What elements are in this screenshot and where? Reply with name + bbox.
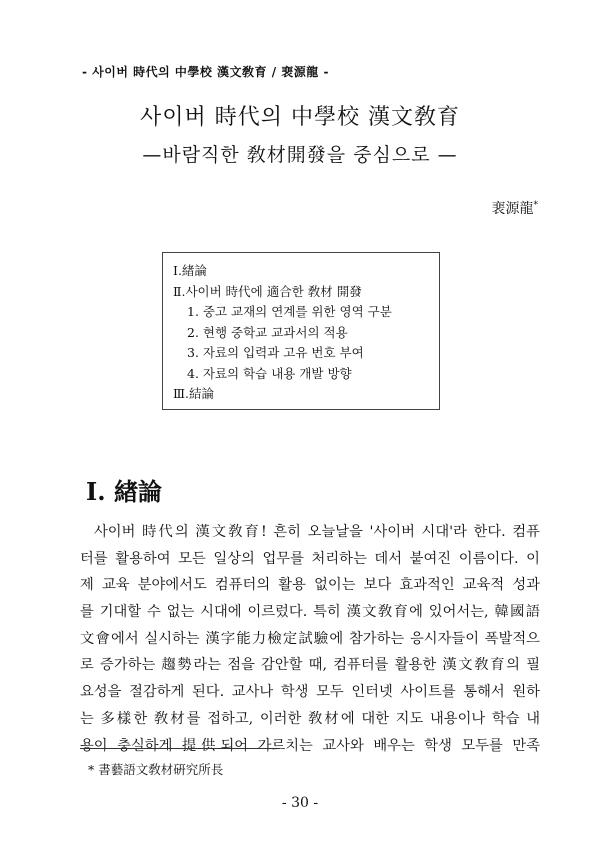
toc-item: Ⅱ.사이버 時代에 適合한 敎材 開發 — [173, 283, 362, 299]
paper-subtitle: —바람직한 敎材開發을 중심으로 — — [142, 144, 458, 166]
toc-subitem: 4. 자료의 학습 내용 개발 방향 — [187, 365, 352, 381]
body-line: 를 기대할 수 없는 시대에 이르렀다. 특히 漢文敎育에 있어서는, 韓國語 — [80, 604, 540, 621]
body-line: 요성을 절감하게 된다. 교사나 학생 모두 인터넷 사이트를 통해서 원하 — [80, 684, 540, 701]
body-line: 제 교육 분야에서도 컴퓨터의 활용 없이는 보다 효과적인 교육적 성과 — [80, 577, 540, 594]
author — [492, 198, 539, 218]
body-paragraph — [80, 519, 540, 759]
toc-subitem: 2. 현행 중학교 교과서의 적용 — [187, 324, 348, 340]
running-header: - 사이버 時代의 中學校 漢文敎育 / 裵源龍 - — [82, 65, 329, 79]
body-line: 사이버 時代의 漢文敎育! 흔히 오늘날을 '사이버 시대'라 한다. 컴퓨 — [94, 524, 540, 540]
body-line: 는 多樣한 敎材를 접하고, 이러한 敎材에 대한 지도 내용이나 학습 내 — [80, 710, 540, 727]
toc-subitem: 3. 자료의 입력과 고유 번호 부여 — [187, 345, 364, 360]
author-footnote-mark: * — [533, 200, 538, 211]
footnote-divider — [80, 748, 280, 749]
page-number: - 30 - — [281, 795, 319, 811]
body-line: 용이 충실하게 提供되어 가르치는 교사와 배우는 학생 모두를 만족 — [80, 737, 540, 754]
author-name: 裵源龍 — [491, 201, 534, 217]
toc-subitem: 1. 중고 교재의 연계를 위한 영역 구분 — [187, 304, 392, 319]
paper-title: 사이버 時代의 中學校 漢文敎育 — [140, 105, 460, 130]
body-line: 터를 활용하여 모든 일상의 업무를 처리하는 데서 붙여진 이름이다. 이 — [80, 550, 540, 567]
body-line: 文會에서 실시하는 漢字能力檢定試驗에 참가하는 응시자들이 폭발적으 — [80, 630, 540, 647]
body-line: 로 증가하는 趨勢라는 점을 감안할 때, 컴퓨터를 활용한 漢文敎育의 필 — [80, 657, 540, 674]
section-heading: Ⅰ. 緖論 — [86, 477, 162, 506]
footnote: * 書藝語文敎材硏究所長 — [88, 762, 224, 777]
toc-item: Ⅰ.緖論 — [173, 263, 207, 278]
toc-item: Ⅲ.結論 — [173, 386, 215, 401]
table-of-contents — [162, 252, 440, 410]
